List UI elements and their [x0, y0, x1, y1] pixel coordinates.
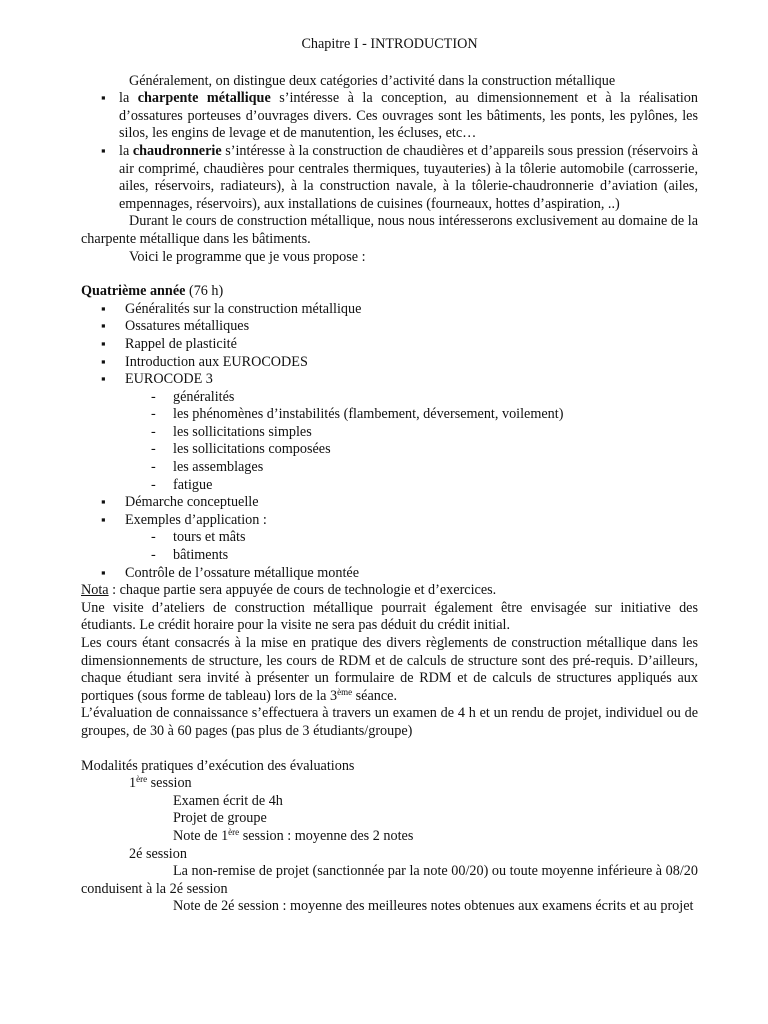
session1-number: 1	[129, 775, 137, 792]
term-chaudronnerie: chaudronnerie	[132, 142, 222, 159]
program-subitem: - les sollicitations composées	[81, 441, 698, 459]
evaluation-paragraph: L’évaluation de connaissance s’effectuera à travers un examen de 4 h et un rendu de projet, individuel ou de groupes, de 30 à 60 pages (pas plus de 3 étudiants/groupe)	[81, 705, 698, 739]
item-text: s’intéresse à la conception, au dimensionnement et à la réalisation d’ossatures porteuses d’ouvrages divers. Ces ouvrages sont les bâtiments, les ponts, les pylônes, les silos, les engins de levage et de manutention, les écluses, etc…	[119, 90, 698, 142]
program-subitem: - généralités	[81, 389, 698, 407]
program-subitem: - fatigue	[81, 477, 698, 495]
year-label: Quatrième année	[81, 283, 186, 300]
program-item: ▪ Exemples d’application :	[81, 512, 698, 530]
program-item: ▪ Rappel de plasticité	[81, 336, 698, 354]
item-prefix: la	[119, 90, 138, 107]
page-title: Chapitre I - INTRODUCTION	[301, 36, 478, 52]
program-item: ▪ Généralités sur la construction métallique	[81, 301, 698, 319]
section-heading-year	[81, 283, 698, 301]
program-subitem: - les phénomènes d’instabilités (flambement, déversement, voilement)	[81, 406, 698, 424]
note-suffix: session : moyenne des 2 notes	[239, 827, 414, 844]
program-subitem: - tours et mâts	[81, 529, 698, 547]
nota-paragraph	[81, 582, 698, 600]
modalites-heading: Modalités pratiques d’exécution des évaluations	[81, 757, 355, 774]
session2-note: Note de 2é session : moyenne des meilleures notes obtenues aux examens écrits et au projet	[173, 898, 694, 915]
session1-projet: Projet de groupe	[173, 810, 267, 827]
cours-after: séance.	[352, 687, 397, 704]
program-item: ▪ Introduction aux EUROCODES	[81, 354, 698, 372]
spacer	[81, 266, 698, 283]
program-subitem: - bâtiments	[81, 547, 698, 565]
year-hours: (76 h)	[185, 283, 224, 300]
item-text: s’intéresse à la construction de chaudières et d’appareils sous pression (réservoirs à air comprimé, chaudières pour centrales thermiques, tuyauteries) à la tôlerie automobile (carrosserie, ailes, réservoirs, radiateurs), à la construction navale, à la tôlerie-chaudronnerie d’aviation (ailes, empennages, réservoirs), aux installations de cuisines (fourneaux, hottes d’aspiration, ..)	[119, 142, 698, 212]
program-subitem: - les assemblages	[81, 459, 698, 477]
list-item-charpente	[81, 90, 698, 143]
cours-paragraph	[81, 635, 698, 705]
term-charpente: charpente métallique	[137, 90, 271, 107]
session1-note	[81, 828, 698, 846]
item-prefix: la	[119, 142, 133, 159]
program-item: ▪ Contrôle de l’ossature métallique montée	[81, 565, 698, 583]
session2-heading: 2é session	[129, 845, 187, 862]
intro-paragraph: Généralement, on distingue deux catégories d’activité dans la construction métallique	[129, 72, 616, 89]
list-item-chaudronnerie	[81, 143, 698, 213]
document-body	[81, 36, 698, 916]
paragraph-cours: Durant le cours de construction métallique, nous nous intéresserons exclusivement au domaine de la charpente métallique dans les bâtiments.	[81, 213, 698, 247]
note-prefix: Note de 1	[173, 827, 229, 844]
program-item: ▪ Démarche conceptuelle	[81, 494, 698, 512]
program-item: ▪ EUROCODE 3	[81, 371, 698, 389]
spacer	[81, 741, 698, 758]
superscript: ère	[136, 774, 148, 785]
superscript: ère	[228, 826, 240, 837]
paragraph-programme: Voici le programme que je vous propose :	[129, 248, 366, 265]
session1-heading	[81, 775, 698, 793]
nota-text: : chaque partie sera appuyée de cours de technologie et d’exercices.	[108, 582, 497, 599]
visite-paragraph: Une visite d’ateliers de construction métallique pourrait également être envisagée sur initiative des étudiants. Le crédit horaire pour la visite ne sera pas déduit du crédit initial.	[81, 599, 698, 634]
cours-text: Les cours étant consacrés à la mise en pratique des divers règlements de construction métallique dans les dimensionnements de structure, les cours de RDM et de calculs de structure sont des pré-requis. D’ailleurs, chaque étudiant sera invité à présenter un formulaire de RDM et de calculs de structures appliqués aux portiques (sous forme de tableau) lors de la 3	[81, 635, 698, 704]
nota-label: Nota	[81, 582, 109, 599]
session1-label: session	[147, 775, 192, 792]
superscript: ème	[337, 686, 353, 697]
program-item: ▪ Ossatures métalliques	[81, 318, 698, 336]
session1-exam: Examen écrit de 4h	[173, 792, 283, 809]
session2-remise: La non-remise de projet (sanctionnée par la note 00/20) ou toute moyenne inférieure à 08/20 conduisent à la 2é session	[81, 863, 698, 897]
program-subitem: - les sollicitations simples	[81, 424, 698, 442]
